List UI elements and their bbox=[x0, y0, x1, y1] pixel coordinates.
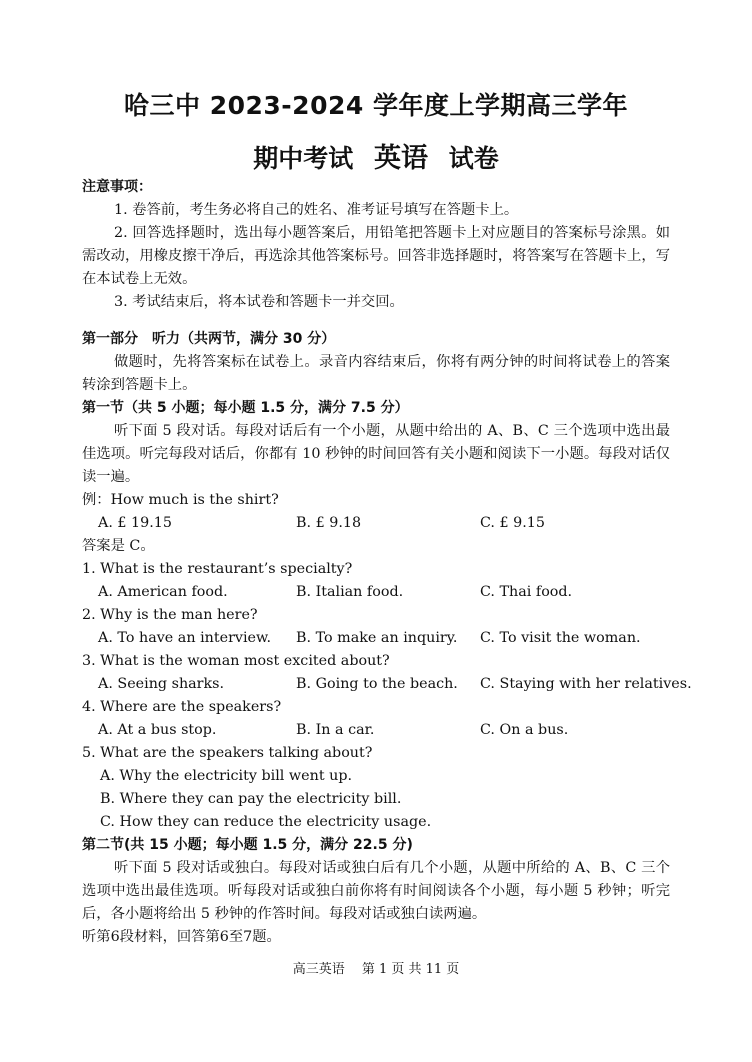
q2-option-a: A. To have an interview. bbox=[98, 630, 272, 646]
question-4: 4. Where are the speakers? bbox=[82, 699, 282, 715]
q2-option-b: B. To make an inquiry. bbox=[296, 630, 458, 646]
exam-title-line2 bbox=[0, 136, 752, 175]
q1-option-b: B. Italian food. bbox=[296, 584, 404, 600]
part1-heading: 第一部分 听力（共两节，满分 30 分） bbox=[82, 331, 336, 347]
question-5: 5. What are the speakers talking about? bbox=[82, 745, 373, 761]
q1-option-a: A. American food. bbox=[98, 584, 228, 600]
title-suffix: 试卷 bbox=[448, 144, 499, 173]
section2-heading: 第二节(共 15 小题；每小题 1.5 分，满分 22.5 分) bbox=[82, 837, 413, 853]
example-question: 例：How much is the shirt? bbox=[82, 492, 279, 508]
question-1: 1. What is the restaurant’s specialty? bbox=[82, 561, 353, 577]
question-2-options bbox=[82, 627, 670, 650]
section1-heading: 第一节（共 5 小题；每小题 1.5 分，满分 7.5 分） bbox=[82, 400, 409, 416]
question-3: 3. What is the woman most excited about? bbox=[82, 653, 390, 669]
question-1-options bbox=[82, 581, 670, 604]
exam-body bbox=[82, 176, 692, 949]
example-option-c: C. £ 9.15 bbox=[480, 515, 545, 531]
q5-option-a: A. Why the electricity bill went up. bbox=[100, 768, 353, 784]
part1-intro: 做题时，先将答案标在试卷上。录音内容结束后，你将有两分钟的时间将试卷上的答案转涂到答题卡上。 bbox=[82, 354, 670, 393]
question-2: 2. Why is the man here? bbox=[82, 607, 258, 623]
q2-option-c: C. To visit the woman. bbox=[480, 630, 641, 646]
q4-option-a: A. At a bus stop. bbox=[98, 722, 217, 738]
section2-material-note: 听第6段材料，回答第6至7题。 bbox=[82, 929, 281, 945]
question-3-options bbox=[82, 673, 692, 696]
example-options bbox=[82, 512, 670, 535]
q3-option-a: A. Seeing sharks. bbox=[98, 676, 225, 692]
title-subject: 英语 bbox=[374, 143, 428, 174]
q5-option-c: C. How they can reduce the electricity usage. bbox=[100, 814, 432, 830]
notes-item-3: 3. 考试结束后，将本试卷和答题卡一并交回。 bbox=[114, 294, 404, 310]
q5-option-b: B. Where they can pay the electricity bill. bbox=[100, 791, 402, 807]
section2-instructions: 听下面 5 段对话或独白。每段对话或独白后有几个小题，从题中所给的 A、B、C 三个选项中选出最佳选项。听每段对话或独白前你将有时间阅读各个小题，每小题 5 秒钟；听完后，各小题将给出 5 秒钟的作答时间。每段对话或独白读两遍。 bbox=[82, 860, 670, 922]
notes-heading: 注意事项： bbox=[82, 179, 152, 195]
notes-item-2: 2. 回答选择题时，选出每小题答案后，用铅笔把答题卡上对应题目的答案标号涂黑。如需改动，用橡皮擦干净后，再选涂其他答案标号。回答非选择题时，将答案写在答题卡上，写在本试卷上无效。 bbox=[82, 225, 670, 287]
q1-option-c: C. Thai food. bbox=[480, 584, 573, 600]
title-exam-type: 期中考试 bbox=[253, 144, 354, 173]
example-answer: 答案是 C。 bbox=[82, 538, 155, 554]
exam-title-line1: 哈三中 2023-2024 学年度上学期高三学年 bbox=[124, 91, 628, 120]
example-option-b: B. £ 9.18 bbox=[296, 515, 362, 531]
example-option-a: A. £ 19.15 bbox=[98, 515, 172, 531]
q4-option-b: B. In a car. bbox=[296, 722, 375, 738]
question-4-options bbox=[82, 719, 670, 742]
q3-option-b: B. Going to the beach. bbox=[296, 676, 458, 692]
q3-option-c: C. Staying with her relatives. bbox=[480, 676, 692, 692]
section1-instructions: 听下面 5 段对话。每段对话后有一个小题，从题中给出的 A、B、C 三个选项中选出最佳选项。听完每段对话后，你都有 10 秒钟的时间回答有关小题和阅读下一小题。每段对话仅读一遍。 bbox=[82, 423, 670, 485]
q4-option-c: C. On a bus. bbox=[480, 722, 569, 738]
page-footer: 高三英语 第 1 页 共 11 页 bbox=[292, 962, 460, 977]
notes-item-1: 1. 卷答前，考生务必将自己的姓名、准考证号填写在答题卡上。 bbox=[114, 202, 519, 218]
